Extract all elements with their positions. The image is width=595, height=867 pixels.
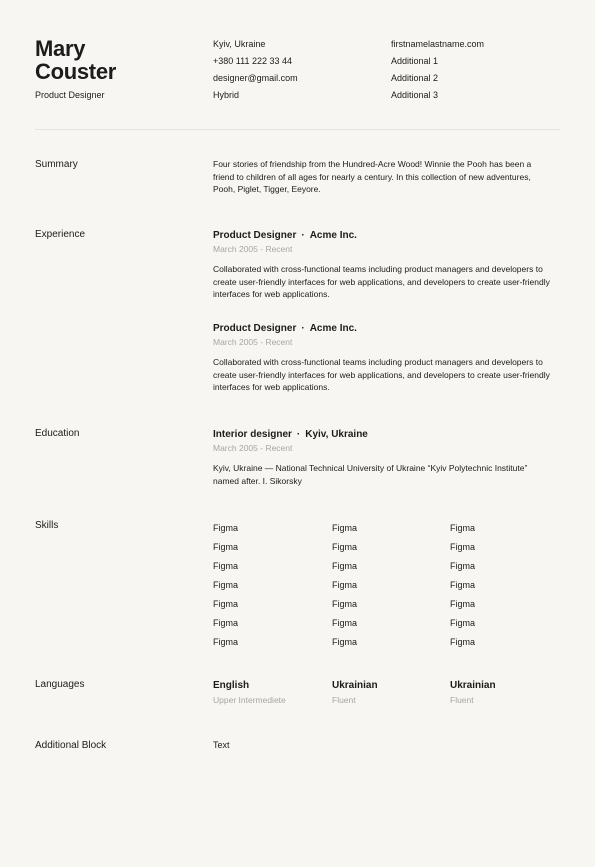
- education-place: Kyiv, Ukraine: [305, 429, 368, 440]
- language-item: [213, 679, 286, 705]
- skill-item: Figma: [213, 637, 239, 647]
- separator-dot: ·: [301, 230, 305, 241]
- resume-header: [0, 0, 595, 130]
- language-name: Ukrainian: [450, 680, 496, 691]
- full-name: [35, 37, 116, 83]
- skill-item: Figma: [332, 618, 358, 628]
- skill-item: Figma: [332, 561, 358, 571]
- experience-dates: March 2005 - Recent: [213, 244, 293, 254]
- language-item: [332, 679, 378, 705]
- languages-label: Languages: [35, 679, 85, 690]
- company: Acme Inc.: [309, 323, 357, 334]
- additional-block-text: Text: [213, 740, 230, 750]
- education-description: Kyiv, Ukraine — National Technical University of Ukraine “Kyiv Polytechnic Institute” named after. I. Sikorsky: [213, 463, 528, 486]
- skill-item: Figma: [213, 542, 239, 552]
- location: Kyiv, Ukraine: [213, 39, 266, 49]
- work-mode: Hybrid: [213, 90, 240, 100]
- experience-description: Collaborated with cross-functional teams including product managers and developers to create user-friendly interfaces for web applications, and developers to create user-friendly interfaces for web applications.: [213, 357, 550, 392]
- skill-item: Figma: [450, 618, 476, 628]
- company: Acme Inc.: [309, 230, 357, 241]
- skill-item: Figma: [332, 523, 358, 533]
- education-item: [213, 428, 553, 487]
- experience-item: [213, 322, 553, 394]
- summary-label: Summary: [35, 159, 78, 170]
- language-item: [450, 679, 496, 705]
- skill-item: Figma: [213, 618, 239, 628]
- additional-info: [391, 36, 484, 104]
- skill-item: Figma: [450, 561, 476, 571]
- language-level: Fluent: [332, 695, 356, 705]
- skill-item: Figma: [332, 599, 358, 609]
- skill-item: Figma: [332, 580, 358, 590]
- education-label: Education: [35, 428, 80, 439]
- website-link[interactable]: firstnamelastname.com: [391, 39, 485, 49]
- skill-item: Figma: [450, 580, 476, 590]
- skill-item: Figma: [450, 599, 476, 609]
- degree: Interior designer: [213, 429, 292, 440]
- skill-item: Figma: [213, 599, 239, 609]
- contact-info: [213, 36, 298, 104]
- experience-heading: [213, 322, 553, 335]
- experience-label: Experience: [35, 229, 86, 240]
- language-level: Fluent: [450, 695, 474, 705]
- skills-column: [450, 519, 475, 652]
- skills-column: [332, 519, 357, 652]
- skill-item: Figma: [332, 542, 358, 552]
- role: Product Designer: [213, 230, 297, 241]
- header-divider: [35, 129, 560, 130]
- experience-dates: March 2005 - Recent: [213, 337, 293, 347]
- skill-item: Figma: [450, 523, 476, 533]
- role: Product Designer: [213, 323, 297, 334]
- experience-item: [213, 229, 553, 301]
- experience-description: Collaborated with cross-functional teams including product managers and developers to create user-friendly interfaces for web applications, and developers to create user-friendly interfaces for web applications.: [213, 264, 550, 299]
- skill-item: Figma: [213, 580, 239, 590]
- skills-label: Skills: [35, 520, 59, 531]
- skill-item: Figma: [213, 523, 239, 533]
- skills-column: [213, 519, 238, 652]
- skill-item: Figma: [450, 637, 476, 647]
- language-name: English: [213, 680, 250, 691]
- job-title: Product Designer: [35, 90, 105, 100]
- skill-item: Figma: [332, 637, 358, 647]
- summary-text: Four stories of friendship from the Hundred-Acre Wood! Winnie the Pooh has been a friend to children of all ages for nearly a century. In this collection of new adventures, Pooh, Piglet, Tigger, Eeyore.: [213, 159, 532, 194]
- skill-item: Figma: [213, 561, 239, 571]
- separator-dot: ·: [301, 323, 305, 334]
- first-name: Mary: [35, 36, 86, 61]
- education-heading: [213, 428, 553, 441]
- skill-item: Figma: [450, 542, 476, 552]
- additional-2: Additional 2: [391, 73, 439, 83]
- last-name: Couster: [35, 59, 117, 84]
- phone[interactable]: +380 111 222 33 44: [213, 56, 292, 66]
- language-name: Ukrainian: [332, 680, 378, 691]
- additional-3: Additional 3: [391, 90, 439, 100]
- language-level: Upper Intermediete: [213, 695, 286, 705]
- experience-heading: [213, 229, 553, 242]
- education-dates: March 2005 - Recent: [213, 443, 293, 453]
- separator-dot: ·: [296, 429, 301, 440]
- additional-1: Additional 1: [391, 56, 439, 66]
- additional-block-label: Additional Block: [35, 740, 107, 751]
- email[interactable]: designer@gmail.com: [213, 73, 298, 83]
